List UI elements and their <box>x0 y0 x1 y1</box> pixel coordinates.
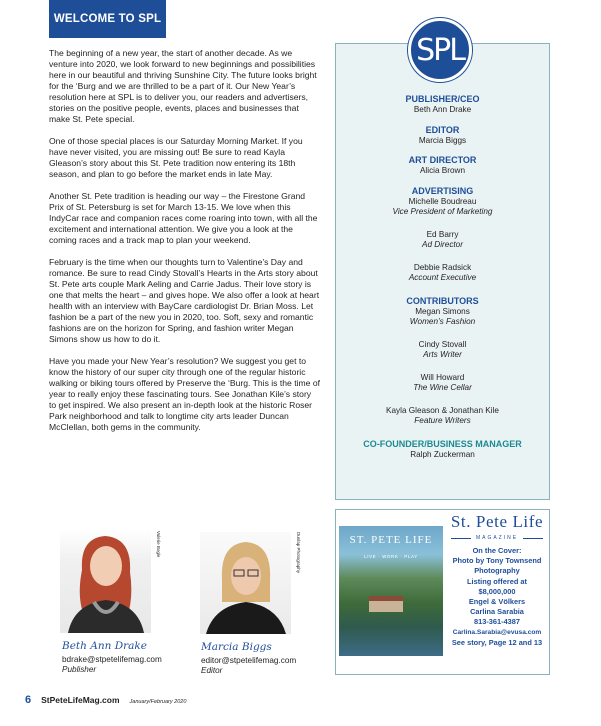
photo-credit: Dunlap Photography <box>296 532 301 574</box>
magazine-label: MAGAZINE <box>475 535 519 541</box>
staff-title: Vice President of Marketing <box>392 207 493 216</box>
staff-name: Michelle Boudreau <box>408 196 477 206</box>
paragraph: February is the time when our thoughts turn to Valentine’s Day and romance. Be sure to read Cindy Stovall’s Hearts in the Arts story about St. Pete arts couple Mark Aeling and Carrie Jadus. Their love story is one that melts the heart – and gives hope. We also offer a look at heart health with an interview with BayCare cardiologist Dr. Brian Moss. Let fashion be a part of the new you in 2020, too. Soft, sexy and romantic fashions are on the horizon for Spring, and fashion writer Megan Simons show us how to do it. <box>49 257 320 344</box>
staff-name: Ed Barry <box>426 229 459 239</box>
masthead-box <box>335 43 550 500</box>
caption-line: Carlina.Sarabia@evusa.com <box>452 628 542 636</box>
staff-title: Women’s Fashion <box>409 317 476 326</box>
staff-title: The Wine Cellar <box>413 383 472 392</box>
editor-role: Editor <box>201 666 223 675</box>
role-label: PUBLISHER/CEO <box>405 94 480 104</box>
publisher-photo <box>60 530 151 633</box>
editor-email[interactable]: editor@stpetelifemag.com <box>201 656 297 665</box>
section-title: WELCOME TO SPL <box>53 13 162 25</box>
staff-name: Cindy Stovall <box>418 339 467 349</box>
staff-name: Alicia Brown <box>419 166 466 175</box>
publisher-role: Publisher <box>62 665 97 674</box>
caption-line: $8,000,000 <box>478 586 516 596</box>
staff-name: Megan Simons <box>415 306 470 316</box>
staff-name: Marcia Biggs <box>418 135 467 145</box>
issue-date: January/February 2020 <box>129 699 187 705</box>
page-footer <box>25 694 186 706</box>
staff-name: Ralph Zuckerman <box>410 449 475 459</box>
caption-line: See story, Page 12 and 13 <box>451 637 543 647</box>
staff-name: Beth Ann Drake <box>413 105 472 114</box>
spl-logo <box>408 18 472 82</box>
paragraph: Another St. Pete tradition is heading our way – the Firestone Grand Prix of St. Petersburg is set for March 13-15. We love when this IndyCar race and companion races come roaring into town, with all the excitement and international attention. We give you a look at the coming races and a track map to plan your weekend. <box>49 191 318 245</box>
role-label: CO-FOUNDER/BUSINESS MANAGER <box>363 438 522 449</box>
logo-rule <box>523 538 543 539</box>
caption-line: Photo by Tony Townsend <box>452 556 542 566</box>
photo-credit: Valerie Bogle <box>156 531 161 558</box>
cover-tagline: LIVE · WORK · PLAY <box>364 554 418 559</box>
staff-title: Feature Writers <box>414 416 471 425</box>
page-number: 6 <box>25 694 32 706</box>
cover-caption <box>445 546 549 648</box>
role-label: EDITOR <box>425 124 460 135</box>
publisher-email[interactable]: bdrake@stpetelifemag.com <box>62 655 162 664</box>
caption-line: Engel & Völkers <box>468 597 526 607</box>
editorial-body <box>49 48 320 444</box>
paragraph: One of those special places is our Saturday Morning Market. If you have never visited, you are missing out! Be sure to read Kayla Gleason’s story about this St. Pete tradition now entering its 18th season, and plan to go before the market ends in late May. <box>49 136 303 179</box>
publisher-portrait <box>60 530 151 633</box>
cover-image <box>339 526 443 656</box>
publisher-contact <box>62 655 162 675</box>
editor-photo <box>200 532 291 634</box>
staff-title: Ad Director <box>422 240 463 249</box>
st-pete-life-logo: St. Pete Life <box>450 512 544 531</box>
caption-line: Listing offered at <box>467 576 527 586</box>
staff-name: Kayla Gleason & Jonathan Kile <box>386 405 499 415</box>
staff-name: Will Howard <box>420 372 465 382</box>
caption-line: Photography <box>474 566 520 576</box>
staff-title: Arts Writer <box>423 350 462 359</box>
editor-contact <box>201 656 296 676</box>
caption-line: 813-361-4387 <box>473 617 521 627</box>
section-header <box>49 0 166 38</box>
caption-line: Carlina Sarabia <box>470 607 524 617</box>
caption-line: On the Cover: <box>472 546 522 555</box>
spl-logo-text: SPL <box>416 32 464 68</box>
paragraph: The beginning of a new year, the start of another decade. As we venture into 2020, we look forward to new beginnings and possibilities here in our beautiful and thriving Sunshine City. The future looks bright for the ‘Burg and we are thrilled to be a part of it. Our New Year’s resolution here at SPL is to deliver you, our readers and advertisers, stories on the positive people, events, places and businesses that make St. Pete special. <box>49 48 317 124</box>
site-name: StPeteLifeMag.com <box>41 695 120 705</box>
staff-name: Debbie Radsick <box>413 262 472 272</box>
cover-title: ST. PETE LIFE <box>349 534 433 546</box>
paragraph: Have you made your New Year’s resolution? We suggest you get to know the history of our super city through one of the regular historic walking or biking tours offered by Preserve the ‘Burg. This is the time of year to really enjoy these fascinating tours. See Jonathan Kile’s story to get inspired. We also present an in-depth look at the historic Roser Park neighborhood and talk to longtime city arts leader Duncan McClellan, both gems in the community. <box>49 356 320 432</box>
house-illustration <box>369 596 403 612</box>
publisher-signature: Beth Ann Drake <box>62 640 147 652</box>
role-label: ART DIRECTOR <box>408 155 477 165</box>
editor-portrait <box>200 532 291 634</box>
role-label: CONTRIBUTORS <box>406 295 479 306</box>
role-label: ADVERTISING <box>411 185 474 196</box>
staff-title: Account Executive <box>408 273 477 282</box>
editor-signature: Marcia Biggs <box>201 641 272 653</box>
